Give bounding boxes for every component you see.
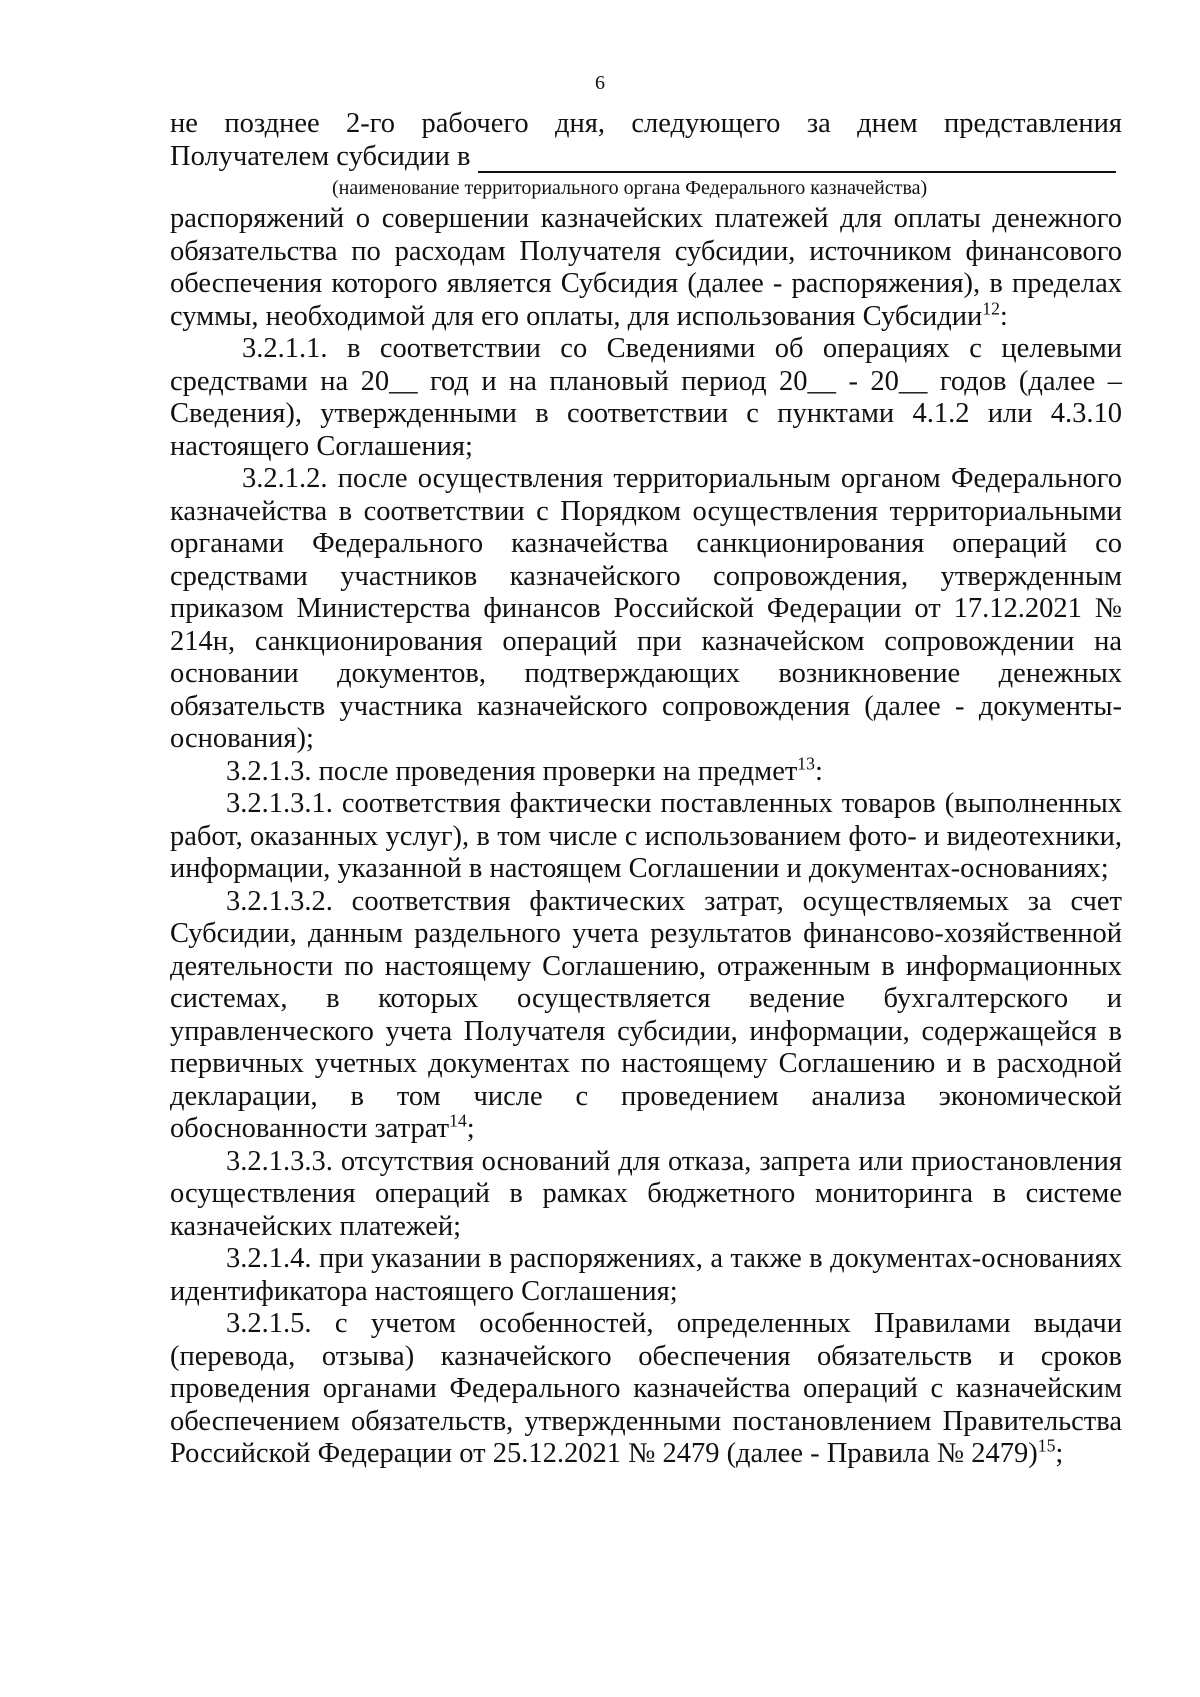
recipient-prefix: Получателем субсидии в: [170, 140, 471, 172]
field-caption: (наименование территориального органа Федерального казначейства): [332, 177, 928, 199]
paragraph-orders: [170, 203, 1122, 333]
footnote-ref-15: 15: [1037, 1435, 1056, 1456]
p32132-text: 3.2.1.3.2. соответствия фактических затрат, осуществляемых за счет Субсидии, данным раздельного учета результатов финансово-хозяйственной деятельности по настоящему Соглашению, отраженным в информационных системах, в которых осуществляется ведение бухгалтерского и управленческого учета Получателя субсидии, информации, содержащейся в первичных учетных документах по настоящему Соглашению и в расходной декларации, в том числе с проведением анализа экономической обоснованности затрат: [170, 885, 1122, 1144]
footnote-ref-13: 13: [797, 753, 815, 773]
p3213-tail: :: [814, 755, 823, 787]
paragraph-3-2-1-1: 3.2.1.1. в соответствии со Сведениями об операциях с целевыми средствами на 20__ год и на плановый период 20__ - 20__ годов (далее – Сведения), утвержденными в соответствии с пунктами 4.1.2 или 4.3.10 настоящего Соглашения;: [170, 333, 1122, 462]
orders-text: распоряжений о совершении казначейских платежей для оплаты денежного обязательства по расходам Получателя субсидии, источником финансового обеспечения которого является Субсидия (далее - распоряжения), в пределах суммы, необходимой для его оплаты, для использования Субсидии: [170, 203, 1122, 332]
p32132-tail: ;: [466, 1113, 475, 1144]
p3215-tail: ;: [1055, 1438, 1064, 1469]
paragraph-3-2-1-3-2: [170, 886, 1122, 1146]
recipient-line: [170, 141, 1122, 174]
paragraph-3-2-1-3: [170, 753, 1122, 789]
p3213-text: 3.2.1.3. после проведения проверки на предмет: [226, 755, 798, 787]
paragraph-3-2-1-4: 3.2.1.4. при указании в распоряжениях, а также в документах-основаниях идентификатора настоящего Соглашения;: [170, 1243, 1122, 1307]
intro-line1-text: не позднее 2-го рабочего дня, следующего за днем представления: [170, 108, 1122, 139]
footnote-ref-14: 14: [449, 1110, 467, 1131]
paragraph-3-2-1-5: [170, 1308, 1122, 1471]
page-number: 6: [595, 72, 605, 94]
paragraph-intro-line1: [170, 108, 1122, 141]
paragraph-3-2-1-3-1: 3.2.1.3.1. соответствия фактически поставленных товаров (выполненных работ, оказанных услуг), в том числе с использованием фото- и видеотехники, информации, указанной в настоящем Соглашении и документах-основаниях;: [170, 788, 1122, 884]
blank-fill-line: [478, 147, 1116, 173]
orders-tail: :: [999, 300, 1008, 332]
document-body: [170, 108, 1122, 1471]
p3215-text: 3.2.1.5. с учетом особенностей, определенных Правилами выдачи (перевода, отзыва) казначейского обеспечения обязательств и сроков проведения органами Федерального казначейства операций с казначейским обеспечением обязательств, утвержденными постановлением Правительства Российской Федерации от 25.12.2021 № 2479 (далее - Правила № 2479): [170, 1308, 1122, 1469]
paragraph-3-2-1-3-3: 3.2.1.3.3. отсутствия оснований для отказа, запрета или приостановления осуществления операций в рамках бюджетного мониторинга в системе казначейских платежей;: [170, 1145, 1122, 1242]
paragraph-3-2-1-2: 3.2.1.2. после осуществления территориальным органом Федерального казначейства в соответствии с Порядком осуществления территориальными органами Федерального казначейства санкционирования операций со средствами участников казначейского сопровождения, утвержденным приказом Министерства финансов Российской Федерации от 17.12.2021 № 214н, санкционирования операций при казначейском сопровождении на основании документов, подтверждающих возникновение денежных обязательств участника казначейского сопровождения (далее - документы-основания);: [170, 463, 1122, 754]
footnote-ref-12: 12: [982, 298, 1000, 318]
